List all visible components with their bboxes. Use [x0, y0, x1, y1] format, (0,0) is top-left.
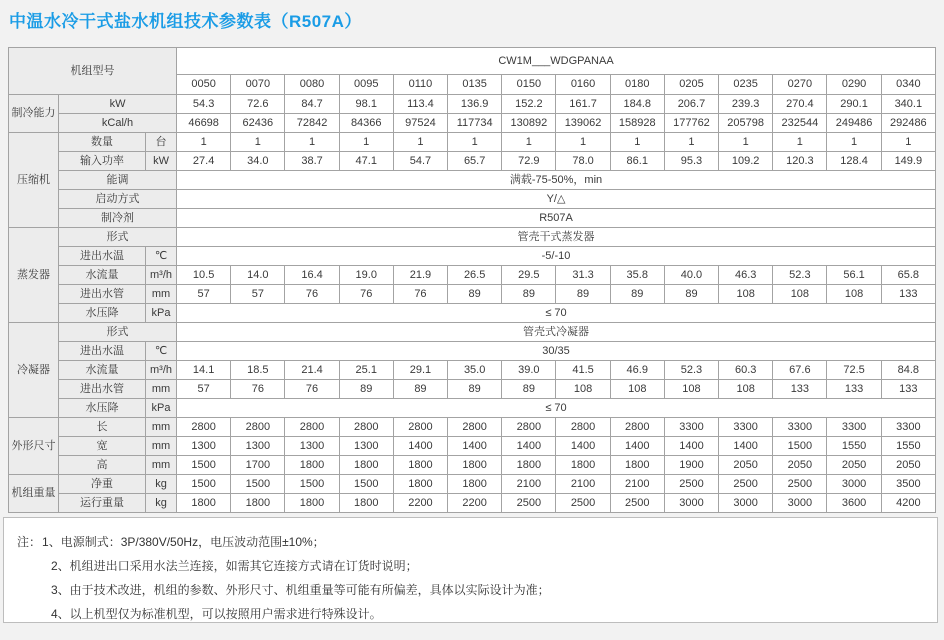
model-number-cell: 0135: [448, 75, 502, 95]
unit-cell: mm: [146, 437, 177, 456]
value-cell: 2800: [231, 418, 285, 437]
value-cell: 1400: [502, 437, 556, 456]
value-cell: 72842: [285, 114, 339, 133]
value-cell: 290.1: [827, 95, 881, 114]
value-cell: 65.8: [881, 266, 935, 285]
value-cell: 133: [773, 380, 827, 399]
value-cell: 1300: [177, 437, 231, 456]
unit-cell: ℃: [146, 247, 177, 266]
value-cell: 21.4: [285, 361, 339, 380]
series-name-cell: CW1M___WDGPANAA: [177, 48, 936, 75]
value-cell: 2050: [719, 456, 773, 475]
table-row: [9, 133, 936, 152]
value-cell: 38.7: [285, 152, 339, 171]
value-cell: 2500: [502, 494, 556, 513]
group-label-cell: 外形尺寸: [9, 418, 59, 475]
note-line: 3、由于技术改进，机组的参数、外形尺寸、机组重量等可能有所偏差，具体以实际设计为准；: [51, 583, 550, 597]
value-cell: 1: [448, 133, 502, 152]
param-label-cell: 宽: [59, 437, 146, 456]
table-row: [9, 342, 936, 361]
param-label-cell: 水压降: [59, 399, 146, 418]
model-number-cell: 0235: [719, 75, 773, 95]
value-cell: 89: [610, 285, 664, 304]
value-cell: 117734: [448, 114, 502, 133]
table-row: [9, 437, 936, 456]
value-cell: 184.8: [610, 95, 664, 114]
value-cell: 136.9: [448, 95, 502, 114]
value-cell: 57: [177, 285, 231, 304]
param-label-cell: kW: [59, 95, 177, 114]
table-row: [9, 190, 936, 209]
value-cell: 1550: [881, 437, 935, 456]
value-cell: 2800: [393, 418, 447, 437]
value-cell: 3300: [773, 418, 827, 437]
value-cell: 1500: [177, 475, 231, 494]
table-row: [9, 285, 936, 304]
value-cell: 152.2: [502, 95, 556, 114]
value-cell: 46.3: [719, 266, 773, 285]
value-cell: 1500: [231, 475, 285, 494]
unit-cell: kg: [146, 494, 177, 513]
span-value-cell: R507A: [177, 209, 936, 228]
unit-cell: mm: [146, 418, 177, 437]
value-cell: 120.3: [773, 152, 827, 171]
param-label-cell: kCal/h: [59, 114, 177, 133]
value-cell: 109.2: [719, 152, 773, 171]
value-cell: 158928: [610, 114, 664, 133]
value-cell: 1800: [448, 475, 502, 494]
span-value-cell: ≤ 70: [177, 399, 936, 418]
value-cell: 1500: [177, 456, 231, 475]
value-cell: 89: [556, 285, 610, 304]
value-cell: 1700: [231, 456, 285, 475]
value-cell: 26.5: [448, 266, 502, 285]
value-cell: 35.0: [448, 361, 502, 380]
unit-cell: 台: [146, 133, 177, 152]
value-cell: 2800: [448, 418, 502, 437]
span-value-cell: 管壳式冷凝器: [177, 323, 936, 342]
value-cell: 1: [502, 133, 556, 152]
value-cell: 2100: [556, 475, 610, 494]
value-cell: 89: [664, 285, 718, 304]
value-cell: 84.7: [285, 95, 339, 114]
value-cell: 1800: [285, 456, 339, 475]
value-cell: 3300: [827, 418, 881, 437]
notes-box: [3, 517, 938, 623]
note-line: 2、机组进出口采用水法兰连接，如需其它连接方式请在订货时说明；: [51, 559, 418, 573]
table-row: [9, 304, 936, 323]
value-cell: 65.7: [448, 152, 502, 171]
group-label-cell: 机组重量: [9, 475, 59, 513]
value-cell: 108: [664, 380, 718, 399]
value-cell: 340.1: [881, 95, 935, 114]
value-cell: 4200: [881, 494, 935, 513]
value-cell: 3300: [664, 418, 718, 437]
value-cell: 1300: [339, 437, 393, 456]
value-cell: 149.9: [881, 152, 935, 171]
value-cell: 1800: [393, 475, 447, 494]
group-label-cell: 制冷能力: [9, 95, 59, 133]
note-text: 1、电源制式：3P/380V/50Hz，电压波动范围±10%；: [42, 535, 325, 549]
value-cell: 67.6: [773, 361, 827, 380]
value-cell: 1400: [610, 437, 664, 456]
value-cell: 177762: [664, 114, 718, 133]
value-cell: 3300: [719, 418, 773, 437]
value-cell: 2500: [664, 475, 718, 494]
value-cell: 239.3: [719, 95, 773, 114]
value-cell: 1800: [231, 494, 285, 513]
value-cell: 3300: [881, 418, 935, 437]
header-row-series: [9, 48, 936, 75]
value-cell: 52.3: [664, 361, 718, 380]
value-cell: 14.1: [177, 361, 231, 380]
param-label-cell: 进出水温: [59, 247, 146, 266]
value-cell: 89: [502, 380, 556, 399]
value-cell: 89: [502, 285, 556, 304]
group-label-cell: 压缩机: [9, 133, 59, 228]
span-value-cell: 管壳干式蒸发器: [177, 228, 936, 247]
value-cell: 1800: [502, 456, 556, 475]
table-row: [9, 114, 936, 133]
value-cell: 46698: [177, 114, 231, 133]
unit-cell: ℃: [146, 342, 177, 361]
table-row: [9, 266, 936, 285]
unit-cell: kPa: [146, 304, 177, 323]
param-label-cell: 水压降: [59, 304, 146, 323]
param-label-cell: 形式: [59, 228, 177, 247]
param-label-cell: 运行重量: [59, 494, 146, 513]
value-cell: 2500: [556, 494, 610, 513]
value-cell: 108: [556, 380, 610, 399]
span-value-cell: 满载-75-50%，min: [177, 171, 936, 190]
value-cell: 1800: [339, 456, 393, 475]
value-cell: 139062: [556, 114, 610, 133]
param-label-cell: 制冷剂: [59, 209, 177, 228]
value-cell: 1400: [556, 437, 610, 456]
param-label-cell: 数量: [59, 133, 146, 152]
table-row: [9, 247, 936, 266]
value-cell: 40.0: [664, 266, 718, 285]
table-row: [9, 475, 936, 494]
model-number-cell: 0180: [610, 75, 664, 95]
model-number-cell: 0050: [177, 75, 231, 95]
value-cell: 2800: [502, 418, 556, 437]
value-cell: 84366: [339, 114, 393, 133]
value-cell: 54.3: [177, 95, 231, 114]
model-number-cell: 0150: [502, 75, 556, 95]
model-number-cell: 0160: [556, 75, 610, 95]
param-label-cell: 水流量: [59, 266, 146, 285]
spec-table-body: [9, 48, 936, 513]
value-cell: 108: [719, 285, 773, 304]
model-number-cell: 0095: [339, 75, 393, 95]
param-label-cell: 水流量: [59, 361, 146, 380]
value-cell: 76: [339, 285, 393, 304]
span-value-cell: Y/△: [177, 190, 936, 209]
value-cell: 128.4: [827, 152, 881, 171]
model-number-cell: 0080: [285, 75, 339, 95]
unit-cell: mm: [146, 380, 177, 399]
value-cell: 89: [448, 285, 502, 304]
table-row: [9, 171, 936, 190]
model-number-cell: 0070: [231, 75, 285, 95]
value-cell: 2050: [827, 456, 881, 475]
value-cell: 2800: [285, 418, 339, 437]
value-cell: 1550: [827, 437, 881, 456]
table-row: [9, 323, 936, 342]
value-cell: 2800: [339, 418, 393, 437]
value-cell: 1800: [448, 456, 502, 475]
value-cell: 2500: [773, 475, 827, 494]
value-cell: 89: [448, 380, 502, 399]
value-cell: 133: [881, 380, 935, 399]
model-number-cell: 0270: [773, 75, 827, 95]
model-number-cell: 0340: [881, 75, 935, 95]
unit-cell: m³/h: [146, 361, 177, 380]
span-value-cell: 30/35: [177, 342, 936, 361]
value-cell: 2800: [610, 418, 664, 437]
param-label-cell: 进出水管: [59, 285, 146, 304]
value-cell: 60.3: [719, 361, 773, 380]
value-cell: 84.8: [881, 361, 935, 380]
value-cell: 1800: [610, 456, 664, 475]
value-cell: 2200: [393, 494, 447, 513]
value-cell: 19.0: [339, 266, 393, 285]
value-cell: 57: [177, 380, 231, 399]
value-cell: 10.5: [177, 266, 231, 285]
value-cell: 3500: [881, 475, 935, 494]
value-cell: 232544: [773, 114, 827, 133]
value-cell: 57: [231, 285, 285, 304]
unit-cell: mm: [146, 456, 177, 475]
value-cell: 1: [231, 133, 285, 152]
value-cell: 1400: [448, 437, 502, 456]
value-cell: 89: [339, 380, 393, 399]
value-cell: 47.1: [339, 152, 393, 171]
value-cell: 72.5: [827, 361, 881, 380]
value-cell: 25.1: [339, 361, 393, 380]
model-number-cell: 0290: [827, 75, 881, 95]
unit-cell: kW: [146, 152, 177, 171]
value-cell: 3000: [773, 494, 827, 513]
value-cell: 98.1: [339, 95, 393, 114]
unit-cell: kPa: [146, 399, 177, 418]
param-label-cell: 进出水管: [59, 380, 146, 399]
value-cell: 1: [719, 133, 773, 152]
param-label-cell: 形式: [59, 323, 177, 342]
value-cell: 1: [556, 133, 610, 152]
group-label-cell: 冷凝器: [9, 323, 59, 418]
value-cell: 1800: [556, 456, 610, 475]
value-cell: 16.4: [285, 266, 339, 285]
param-label-cell: 长: [59, 418, 146, 437]
unit-cell: kg: [146, 475, 177, 494]
value-cell: 72.9: [502, 152, 556, 171]
value-cell: 39.0: [502, 361, 556, 380]
value-cell: 113.4: [393, 95, 447, 114]
value-cell: 133: [881, 285, 935, 304]
value-cell: 78.0: [556, 152, 610, 171]
value-cell: 95.3: [664, 152, 718, 171]
value-cell: 1: [664, 133, 718, 152]
value-cell: 1900: [664, 456, 718, 475]
value-cell: 1500: [773, 437, 827, 456]
value-cell: 76: [231, 380, 285, 399]
value-cell: 1500: [285, 475, 339, 494]
table-row: [9, 361, 936, 380]
value-cell: 1300: [285, 437, 339, 456]
value-cell: 249486: [827, 114, 881, 133]
value-cell: 2050: [773, 456, 827, 475]
value-cell: 2500: [610, 494, 664, 513]
value-cell: 76: [285, 380, 339, 399]
value-cell: 206.7: [664, 95, 718, 114]
value-cell: 130892: [502, 114, 556, 133]
value-cell: 41.5: [556, 361, 610, 380]
value-cell: 1400: [719, 437, 773, 456]
model-number-cell: 0110: [393, 75, 447, 95]
value-cell: 62436: [231, 114, 285, 133]
table-row: [9, 418, 936, 437]
value-cell: 72.6: [231, 95, 285, 114]
value-cell: 2200: [448, 494, 502, 513]
table-row: [9, 456, 936, 475]
value-cell: 1: [339, 133, 393, 152]
value-cell: 3000: [664, 494, 718, 513]
value-cell: 76: [393, 285, 447, 304]
value-cell: 2800: [556, 418, 610, 437]
value-cell: 1: [177, 133, 231, 152]
value-cell: 108: [610, 380, 664, 399]
value-cell: 1400: [664, 437, 718, 456]
value-cell: 1800: [393, 456, 447, 475]
value-cell: 3000: [719, 494, 773, 513]
value-cell: 108: [719, 380, 773, 399]
value-cell: 108: [773, 285, 827, 304]
value-cell: 89: [393, 380, 447, 399]
value-cell: 2050: [881, 456, 935, 475]
value-cell: 86.1: [610, 152, 664, 171]
value-cell: 54.7: [393, 152, 447, 171]
value-cell: 205798: [719, 114, 773, 133]
value-cell: 21.9: [393, 266, 447, 285]
value-cell: 29.5: [502, 266, 556, 285]
param-label-cell: 输入功率: [59, 152, 146, 171]
table-row: [9, 399, 936, 418]
value-cell: 2100: [610, 475, 664, 494]
value-cell: 1: [881, 133, 935, 152]
value-cell: 2100: [502, 475, 556, 494]
group-label-cell: 蒸发器: [9, 228, 59, 323]
param-label-cell: 进出水温: [59, 342, 146, 361]
value-cell: 27.4: [177, 152, 231, 171]
model-number-cell: 0205: [664, 75, 718, 95]
table-row: [9, 209, 936, 228]
table-row: [9, 152, 936, 171]
value-cell: 3600: [827, 494, 881, 513]
param-label-cell: 净重: [59, 475, 146, 494]
unit-cell: mm: [146, 285, 177, 304]
value-cell: 1: [393, 133, 447, 152]
value-cell: 97524: [393, 114, 447, 133]
corner-model-label-cell: 机组型号: [9, 48, 177, 95]
value-cell: 14.0: [231, 266, 285, 285]
table-row: [9, 380, 936, 399]
value-cell: 1800: [339, 494, 393, 513]
value-cell: 18.5: [231, 361, 285, 380]
value-cell: 1: [610, 133, 664, 152]
value-cell: 1: [827, 133, 881, 152]
value-cell: 270.4: [773, 95, 827, 114]
value-cell: 52.3: [773, 266, 827, 285]
value-cell: 292486: [881, 114, 935, 133]
span-value-cell: -5/-10: [177, 247, 936, 266]
unit-cell: m³/h: [146, 266, 177, 285]
value-cell: 108: [827, 285, 881, 304]
note-line: [17, 530, 937, 554]
page-title: 中温水冷干式盐水机组技术参数表（R507A）: [9, 12, 362, 31]
table-row: [9, 95, 936, 114]
table-row: [9, 228, 936, 247]
param-label-cell: 高: [59, 456, 146, 475]
span-value-cell: ≤ 70: [177, 304, 936, 323]
note-prefix: 注：: [17, 535, 42, 549]
value-cell: 3000: [827, 475, 881, 494]
value-cell: 29.1: [393, 361, 447, 380]
value-cell: 161.7: [556, 95, 610, 114]
value-cell: 76: [285, 285, 339, 304]
value-cell: 2500: [719, 475, 773, 494]
value-cell: 34.0: [231, 152, 285, 171]
param-label-cell: 能调: [59, 171, 177, 190]
table-row: [9, 494, 936, 513]
value-cell: 46.9: [610, 361, 664, 380]
value-cell: 2800: [177, 418, 231, 437]
value-cell: 1400: [393, 437, 447, 456]
value-cell: 1800: [177, 494, 231, 513]
value-cell: 56.1: [827, 266, 881, 285]
value-cell: 1800: [285, 494, 339, 513]
value-cell: 35.8: [610, 266, 664, 285]
value-cell: 1500: [339, 475, 393, 494]
value-cell: 1: [285, 133, 339, 152]
value-cell: 1300: [231, 437, 285, 456]
value-cell: 31.3: [556, 266, 610, 285]
param-label-cell: 启动方式: [59, 190, 177, 209]
value-cell: 1: [773, 133, 827, 152]
spec-table: [8, 47, 936, 513]
value-cell: 133: [827, 380, 881, 399]
note-line: 4、以上机型仅为标准机型，可以按照用户需求进行特殊设计。: [51, 607, 382, 621]
